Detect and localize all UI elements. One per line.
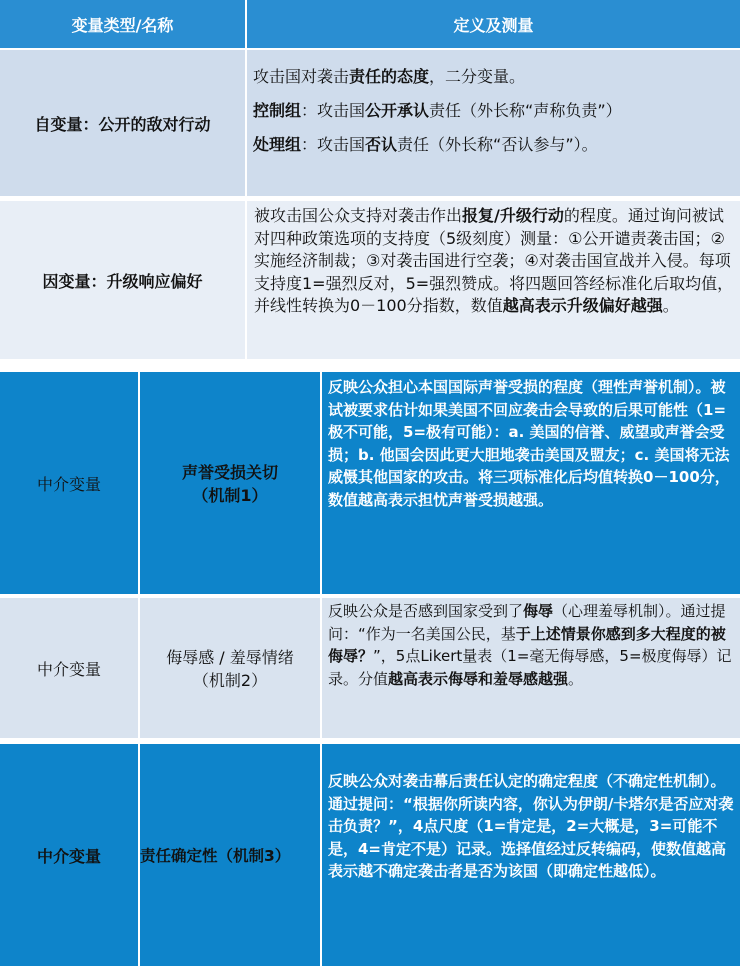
mediator2-definition: 反映公众是否感到国家受到了侮辱（心理羞辱机制）。通过提问：“作为一名美国公民，基于上述情景你感到多大程度的被侮辱？”，5点Likert量表（1=毫无侮辱感，5=极度侮辱）记录。分值越高表示侮辱和羞辱感越强。 xyxy=(322,598,740,738)
header-definition: 定义及测量 xyxy=(247,0,740,48)
mediator1-definition: 反映公众担心本国国际声誉受损的程度（理性声誉机制）。被试被要求估计如果美国不回应袭击会导致的后果可能性（1=极不可能，5=极有可能）：a. 美国的信誉、威望或声誉会受损；b. 他国会因此更大胆地袭击美国及盟友；c. 美国将无法威慑其他国家的攻击。将三项标准化后均值转换0－100分，数值越高表示担忧声誉受损越强。 xyxy=(322,372,740,594)
mediator2-name: 侮辱感 / 羞辱情绪 （机制2） xyxy=(140,598,320,738)
mediator3-definition: 反映公众对袭击幕后责任认定的确定程度（不确定性机制）。通过提问：“根据你所读内容，你认为伊朗/卡塔尔是否应对袭击负责？”，4点尺度（1=肯定是，2=大概是，3=可能不是，4=肯定不是）记录。选择值经过反转编码，使数值越高表示越不确定袭击者是否为该国（即确定性越低）。 xyxy=(322,744,740,966)
mediator3-type: 中介变量 xyxy=(0,744,138,966)
dependent-variable-definition: 被攻击国公众支持对袭击作出报复/升级行动的程度。通过询问被试对四种政策选项的支持度（5级刻度）测量：①公开谴责袭击国；②实施经济制裁；③对袭击国进行空袭；④对袭击国宣战并入侵。每项支持度1=强烈反对，5=强烈赞成。将四题回答经标准化后取均值，并线性转换为0－100分指数，数值越高表示升级偏好越强。 xyxy=(247,201,740,359)
independent-variable-definition: 攻击国对袭击责任的态度，二分变量。 控制组：攻击国公开承认责任（外长称“声称负责”） 处理组：攻击国否认责任（外长称“否认参与”）。 xyxy=(247,50,740,196)
mediator3-name: 责任确定性（机制3） xyxy=(140,744,320,966)
header-variable-type: 变量类型/名称 xyxy=(0,0,245,48)
dependent-variable-label: 因变量：升级响应偏好 xyxy=(0,201,245,359)
independent-variable-label: 自变量：公开的敌对行动 xyxy=(0,50,245,196)
mediator1-name: 声誉受损关切 （机制1） xyxy=(140,372,320,594)
mediator1-type: 中介变量 xyxy=(0,372,138,594)
mediator2-type: 中介变量 xyxy=(0,598,138,738)
